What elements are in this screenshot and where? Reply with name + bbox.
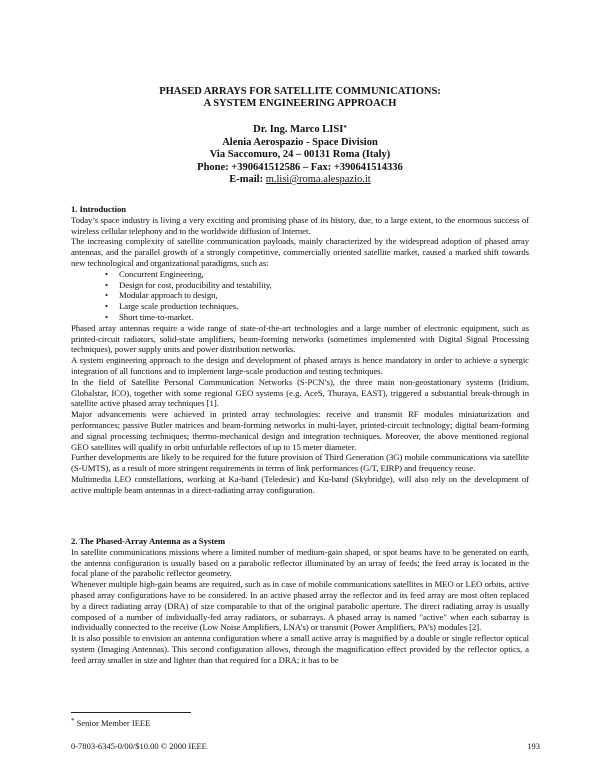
author-phone-fax: Phone: +390641512586 – Fax: +390641514336 [197, 161, 403, 173]
author-name: Dr. Ing. Marco LISI [253, 124, 344, 135]
list-item: • Short time-to-market. [105, 311, 194, 322]
intro-paragraph-2: The increasing complexity of satellite communication payloads, mainly characterized by the widespread adoption of phased array antennas, and the parallel growth of a strongly competitive, commercially oriented satellite market, caused a marked shift towards new technological and organizational paradigms, such as: [71, 236, 529, 268]
section-2-heading: 2. The Phased-Array Antenna as a System [71, 536, 226, 546]
list-item: • Large scale production techniques, [105, 301, 239, 312]
intro-paragraph-5: In the field of Satellite Personal Communication Networks (S-PCN’s), the three main non-geostationary systems (Iridium, Globalstar, ICO), together with some regional GEO systems (e.g. AceS, Thuraya, EAST), triggered a substantial break-through in satellite active phased array techniques [1]. [71, 376, 529, 409]
section-2-paragraph-1: In satellite communications missions where a limited number of medium-gain shaped, or spot beams have to be generated on earth, the antenna configuration is usually based on a parabolic reflector illuminated by an array of feeds; the feed array is located in the focal plane of the parabolic reflector geometry. [71, 546, 529, 579]
paradigm-list [71, 269, 529, 323]
email-link[interactable]: m.lisi@roma.alespazio.it [265, 174, 371, 185]
footnote [71, 718, 150, 728]
intro-paragraph-4: A system engineering approach to the design and development of phased arrays is hence mandatory in order to achieve a synergic integration of all functions and to implement large-scale production and testing techniques. [71, 355, 529, 376]
list-item: • Modular approach to design, [105, 290, 218, 301]
intro-paragraph-6: Major advancements were achieved in printed array technologies: receive and transmit RF modules miniaturization and performances; passive Butler matrices and beam-forming networks in multi-layer, printed-circuit technology; digital beam-forming and signal processing techniques; thermo-mechanical design and integration techniques. Moreover, the above mentioned regional GEO satellites will qualify in orbit unfurlable reflectors of up to 15 meter diameter. [71, 409, 529, 452]
intro-paragraph-1: Today’s space industry is living a very exciting and promising phase of its history, due, to a large extent, to the enormous success of wireless cellular telephony and to the worldwide diffusion of Internet. [71, 214, 529, 236]
email-label: E-mail: [229, 174, 264, 185]
footnote-divider [71, 712, 191, 713]
footnote-mark: * [71, 717, 75, 725]
intro-paragraph-7: Further developments are likely to be required for the future provision of Third Generation (3G) mobile communications via satellite (S-UMTS), as a result of more stringent requirements in terms of link performances (G/T, EIRP) and frequency reuse. [71, 452, 529, 474]
list-item: • Design for cost, producibility and testability, [105, 279, 272, 290]
paper-title-line-1: PHASED ARRAYS FOR SATELLITE COMMUNICATIONS: [159, 86, 441, 97]
copyright-line: 0-7803-6345-0/00/$10.00 © 2000 IEEE [71, 741, 207, 751]
author-email-line [0, 174, 600, 187]
intro-paragraph-3: Phased array antennas require a wide range of state-of-the-art technologies and a large number of electronic equipment, such as printed-circuit radiators, solid-state amplifiers, beam-forming networks (sometimes implemented with Digital Signal Processing techniques), power supply units and power distribution networks. [71, 322, 529, 355]
section-2-paragraph-3: It is also possible to envision an antenna configuration where a small active array is magnified by a double or single reflector optical system (Imaging Antennas). This second configuration allows, through the magnification effect provided by the reflector optics, a feed array smaller in size and lighter than that required for a DRA; it has to be [71, 633, 529, 665]
author-address: Via Saccomuro, 24 – 00131 Roma (Italy) [209, 149, 391, 160]
author-affiliation: Alenia Aerospazio - Space Division [222, 136, 378, 148]
author-footnote-mark: * [343, 124, 347, 132]
section-phased-array-system [71, 536, 529, 666]
paper-title-line-2: A SYSTEM ENGINEERING APPROACH [203, 98, 397, 109]
author-name-line [0, 124, 600, 137]
section-2-paragraph-2: Whenever multiple high-gain beams are required, such as in case of mobile communications satellites in MEO or LEO orbits, active phased array configurations have to be considered. In an active phased array the reflector and its feed array are most often replaced by a direct radiating array (DRA) of size comparable to that of the original parabolic aperture. The direct radiating array is usually composed of a number of individually-fed array radiators, or subarrays. A phased array is named "active" when each subarray is individually connected to the receive (Low Noise Amplifiers, LNA’s) or transmit (Power Amplifiers, PA’s) modules [2]. [71, 579, 529, 633]
intro-paragraph-8: Multimedia LEO constellations, working at Ka-band (Teledesic) and Ku-band (Skybridge), will also rely on the development of active multiple beam antennas in a direct-radiating array configuration. [71, 473, 529, 495]
section-1-heading: 1. Introduction [71, 204, 127, 214]
page-number: 193 [527, 741, 540, 751]
section-introduction [71, 204, 529, 496]
list-item: • Concurrent Engineering, [105, 268, 204, 279]
footnote-text: Senior Member IEEE [76, 718, 151, 728]
